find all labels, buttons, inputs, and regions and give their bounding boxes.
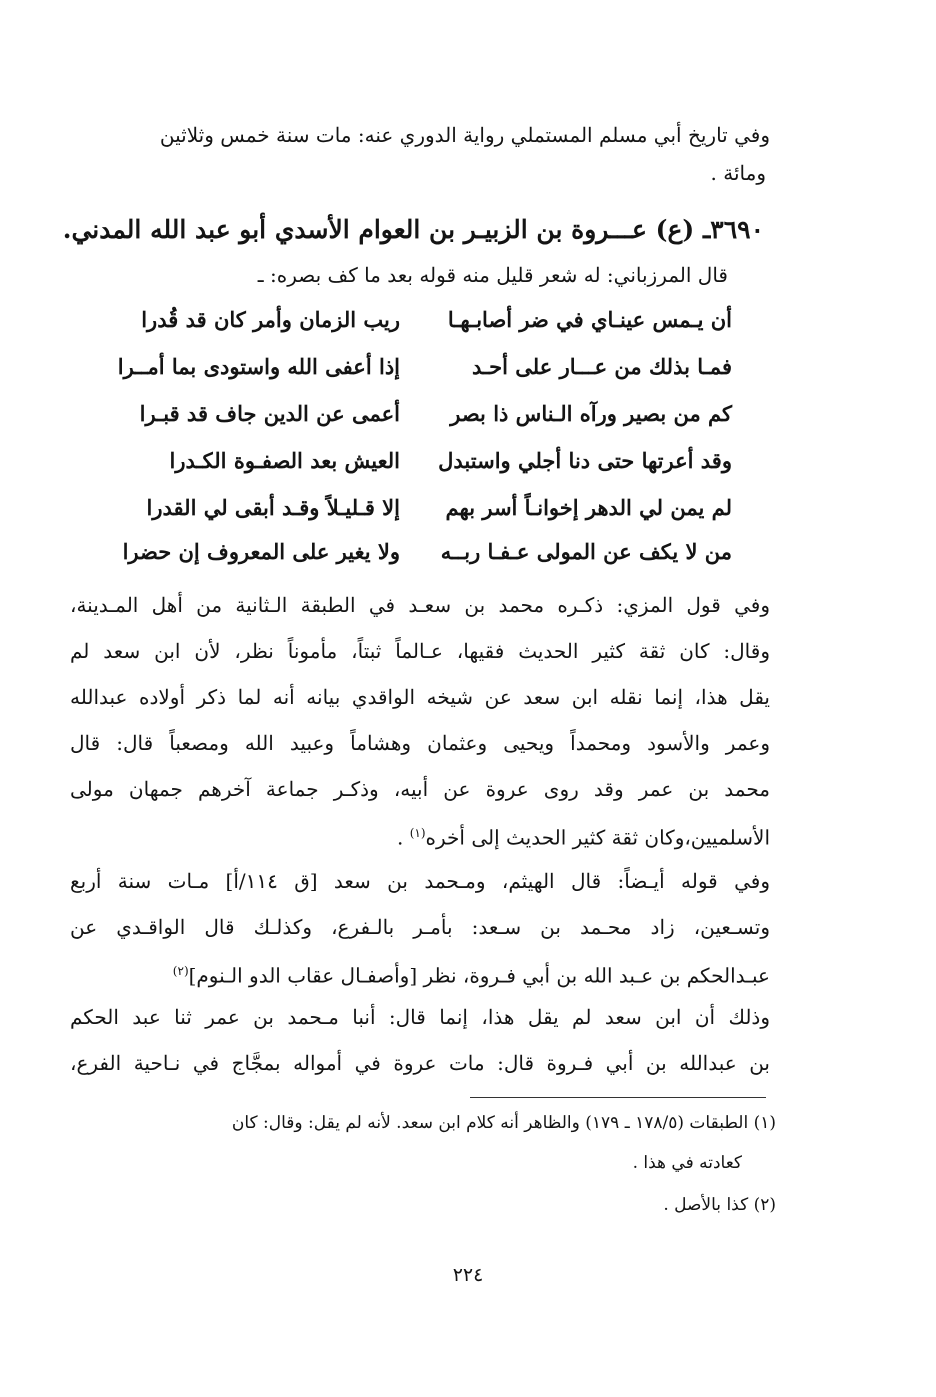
para1-line-3: يقل هذا، إنما نقله ابن سعد عن شيخه الواقدي بيانه أنه لما ذكر أولاده عبدالله bbox=[70, 685, 770, 709]
para2-line-3 bbox=[70, 954, 770, 993]
para2-line-3-text: عبـدالحكم بن عـبد الله بن أبي فـروة، نظر [وأصفـال عقاب الدو الـنوم] bbox=[188, 963, 770, 988]
verse-2-hemistich-1: فمـا بذلك من عـــار على أحـد bbox=[472, 354, 732, 379]
footnote-ref-2: (٢) bbox=[172, 964, 189, 978]
para2-line-2: وتسـعين، زاد محـمد بن سـعد: بأمـر بالـفرع، وكذلـك قال الواقـدي عن bbox=[70, 915, 770, 939]
intro-line-1: وفي تاريخ أبي مسلم المستملي رواية الدوري عنه: مات سنة خمس وثلاثين bbox=[159, 123, 770, 147]
verse-4-hemistich-2: العيش بعد الصفـوة الكـدرا bbox=[169, 448, 400, 473]
footnote-1-line-2: كعادته في هذا . bbox=[632, 1153, 742, 1173]
footnote-1-line-1: (١) الطبقات (١٧٨/٥ ـ ١٧٩) والظاهر أنه كلام ابن سعد. لأنه لم يقل: وقال: كان bbox=[231, 1113, 776, 1133]
para1-line-6 bbox=[70, 816, 770, 855]
verse-3-hemistich-1: كم من بصير ورآه الـناس ذا بصر bbox=[450, 401, 732, 426]
verse-5-hemistich-2: إلا قـليـلاً وقـد أبقى لي القدرا bbox=[146, 495, 400, 520]
verse-6-hemistich-2: ولا يغير على المعروف إن حضرا bbox=[122, 539, 400, 564]
para2-line-5: بن عبدالله بن أبي فـروة قال: مات عروة في أمواله بمجَّاج في نـاحية الفرع، bbox=[70, 1051, 770, 1075]
footnote-separator bbox=[470, 1097, 766, 1098]
footnote-2: (٢) كذا بالأصل . bbox=[663, 1195, 776, 1215]
para1-line-4: وعمر والأسود ومحمداً ويحيى وعثمان وهشاماً وعبيد الله ومصعباً قال: قال bbox=[70, 731, 770, 755]
verse-4-hemistich-1: وقد أعرتها حتى دنا أجلي واستبدل bbox=[438, 448, 732, 473]
verse-6-hemistich-1: من لا يكف عن المولى عـفـا ربــه bbox=[440, 539, 732, 564]
verse-1-hemistich-2: ريب الزمان وأمر كان قد قُدرا bbox=[141, 307, 400, 332]
para1-end: . bbox=[397, 825, 410, 850]
footnote-ref-1: (١) bbox=[409, 826, 426, 840]
para2-line-4: وذلك أن ابن سعد لم يقل هذا، إنما قال: أنبا مـحمد بن عمر ثنا عبد الحكم bbox=[70, 1005, 770, 1029]
para1-last-text: الأسلميين،وكان ثقة كثير الحديث إلى أخره bbox=[425, 825, 770, 850]
marzubani-line: قال المرزباني: له شعر قليل منه قوله بعد ما كف بصره: ـ bbox=[257, 263, 728, 287]
verse-2-hemistich-2: إذا أعفى الله واستودى بما أمــرا bbox=[117, 354, 400, 379]
intro-line-2: ومائة . bbox=[710, 161, 766, 185]
para1-line-2: وقال: كان ثقة كثير الحديث فقيها، عـالماً ثبتاً، مأموناً نظر، لأن ابن سعد لم bbox=[70, 639, 770, 663]
verse-1-hemistich-1: أن يـمس عينـاي في ضر أصابـهـا bbox=[447, 307, 732, 332]
verse-5-hemistich-1: لم يمن لي الدهر إخوانـاً أسر بهم bbox=[445, 495, 732, 520]
page-number: ٢٢٤ bbox=[452, 1264, 484, 1286]
para2-line-1: وفي قوله أيـضاً: قال الهيثم، ومـحمد بن سعد [ق ١١٤/أ] مـات سنة أربع bbox=[70, 869, 770, 893]
verse-3-hemistich-2: أعمى عن الدين جاف قد قبـرا bbox=[139, 401, 400, 426]
entry-heading: ٣٦٩٠ـ (ع) عـــروة بن الزبيـر بن العوام الأسدي أبو عبد الله المدني. bbox=[62, 215, 764, 244]
para1-line-1: وفي قول المزي: ذكـره محمد بن سعـد في الطبقة الـثانية من أهل المـدينة، bbox=[70, 593, 770, 617]
para1-line-5: محمد بن عمر وقد روى عروة عن أبيه، وذكـر جماعة آخرهم جمهان مولى bbox=[70, 777, 770, 801]
